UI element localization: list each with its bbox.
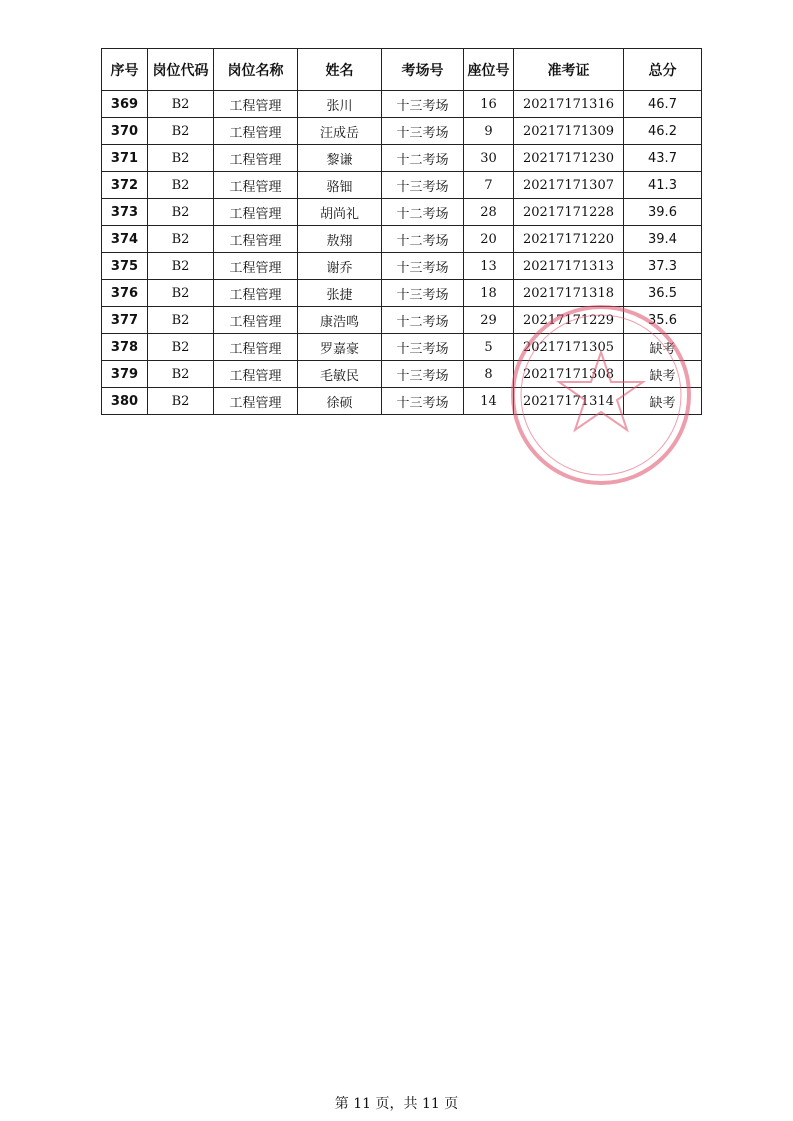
exam-room-header: 考场号: [382, 49, 464, 91]
total-score-cell: 缺考: [624, 334, 702, 361]
admission-number-cell: 20217171230: [514, 145, 624, 172]
name-cell: 敖翔: [298, 226, 382, 253]
table-row: [102, 145, 702, 172]
seq-cell: 378: [102, 334, 148, 361]
exam-room-cell: 十三考场: [382, 91, 464, 118]
total-score-cell: 缺考: [624, 388, 702, 415]
total-score-cell: 37.3: [624, 253, 702, 280]
seat-cell: 29: [464, 307, 514, 334]
name-cell: 康浩鸣: [298, 307, 382, 334]
exam-room-cell: 十三考场: [382, 253, 464, 280]
total-score-cell: 缺考: [624, 361, 702, 388]
exam-room-cell: 十三考场: [382, 172, 464, 199]
page-footer: 第 11 页，共 11 页: [334, 1096, 459, 1112]
table-row: [102, 118, 702, 145]
post-name-header: 岗位名称: [214, 49, 298, 91]
post-name-cell: 工程管理: [214, 388, 298, 415]
name-cell: 黎谦: [298, 145, 382, 172]
name-header: 姓名: [298, 49, 382, 91]
post-code-cell: B2: [148, 280, 214, 307]
post-name-cell: 工程管理: [214, 280, 298, 307]
admission-number-cell: 20217171318: [514, 280, 624, 307]
admission-number-cell: 20217171316: [514, 91, 624, 118]
admission-number-cell: 20217171228: [514, 199, 624, 226]
name-cell: 张捷: [298, 280, 382, 307]
exam-room-cell: 十二考场: [382, 145, 464, 172]
table-row: [102, 388, 702, 415]
name-cell: 徐硕: [298, 388, 382, 415]
score-header: 总分: [624, 49, 702, 91]
table-body: [102, 91, 702, 415]
seq-cell: 370: [102, 118, 148, 145]
seat-cell: 30: [464, 145, 514, 172]
exam-room-cell: 十三考场: [382, 334, 464, 361]
exam-room-cell: 十二考场: [382, 199, 464, 226]
post-name-cell: 工程管理: [214, 253, 298, 280]
post-code-cell: B2: [148, 226, 214, 253]
post-code-cell: B2: [148, 253, 214, 280]
table-row: [102, 361, 702, 388]
post-name-cell: 工程管理: [214, 199, 298, 226]
seq-cell: 373: [102, 199, 148, 226]
admission-number-cell: 20217171308: [514, 361, 624, 388]
table-row: [102, 307, 702, 334]
name-cell: 谢乔: [298, 253, 382, 280]
total-score-cell: 46.2: [624, 118, 702, 145]
seq-cell: 377: [102, 307, 148, 334]
table-row: [102, 91, 702, 118]
total-score-cell: 35.6: [624, 307, 702, 334]
total-score-cell: 39.4: [624, 226, 702, 253]
table-row: [102, 253, 702, 280]
exam-room-cell: 十三考场: [382, 361, 464, 388]
admission-number-cell: 20217171220: [514, 226, 624, 253]
admission-header: 准考证: [514, 49, 624, 91]
post-code-cell: B2: [148, 118, 214, 145]
admission-number-cell: 20217171307: [514, 172, 624, 199]
name-cell: 骆钿: [298, 172, 382, 199]
exam-room-cell: 十二考场: [382, 226, 464, 253]
seat-cell: 7: [464, 172, 514, 199]
post-code-cell: B2: [148, 91, 214, 118]
post-name-cell: 工程管理: [214, 91, 298, 118]
total-score-cell: 43.7: [624, 145, 702, 172]
admission-number-cell: 20217171229: [514, 307, 624, 334]
total-score-cell: 46.7: [624, 91, 702, 118]
seat-cell: 5: [464, 334, 514, 361]
seq-header: 序号: [102, 49, 148, 91]
name-cell: 毛敏民: [298, 361, 382, 388]
seat-cell: 8: [464, 361, 514, 388]
seq-cell: 375: [102, 253, 148, 280]
seat-cell: 18: [464, 280, 514, 307]
seq-cell: 372: [102, 172, 148, 199]
table-row: [102, 334, 702, 361]
name-cell: 汪成岳: [298, 118, 382, 145]
post-code-cell: B2: [148, 145, 214, 172]
exam-room-cell: 十三考场: [382, 388, 464, 415]
post-name-cell: 工程管理: [214, 172, 298, 199]
post-code-header: 岗位代码: [148, 49, 214, 91]
post-name-cell: 工程管理: [214, 307, 298, 334]
table-row: [102, 280, 702, 307]
post-code-cell: B2: [148, 307, 214, 334]
table-header: [102, 49, 702, 91]
post-code-cell: B2: [148, 172, 214, 199]
header-row: [102, 49, 702, 91]
exam-room-cell: 十二考场: [382, 307, 464, 334]
table-row: [102, 226, 702, 253]
seq-cell: 371: [102, 145, 148, 172]
post-name-cell: 工程管理: [214, 361, 298, 388]
seq-cell: 379: [102, 361, 148, 388]
seat-cell: 13: [464, 253, 514, 280]
exam-room-cell: 十三考场: [382, 280, 464, 307]
seat-header: 座位号: [464, 49, 514, 91]
seat-cell: 28: [464, 199, 514, 226]
admission-number-cell: 20217171314: [514, 388, 624, 415]
name-cell: 张川: [298, 91, 382, 118]
seq-cell: 376: [102, 280, 148, 307]
seq-cell: 369: [102, 91, 148, 118]
total-score-cell: 39.6: [624, 199, 702, 226]
total-score-cell: 36.5: [624, 280, 702, 307]
total-score-cell: 41.3: [624, 172, 702, 199]
name-cell: 罗嘉豪: [298, 334, 382, 361]
post-code-cell: B2: [148, 361, 214, 388]
exam-room-cell: 十三考场: [382, 118, 464, 145]
seat-cell: 20: [464, 226, 514, 253]
results-table: [101, 48, 702, 415]
post-name-cell: 工程管理: [214, 145, 298, 172]
table-row: [102, 199, 702, 226]
seq-cell: 380: [102, 388, 148, 415]
post-code-cell: B2: [148, 334, 214, 361]
post-name-cell: 工程管理: [214, 334, 298, 361]
admission-number-cell: 20217171305: [514, 334, 624, 361]
seat-cell: 16: [464, 91, 514, 118]
seat-cell: 14: [464, 388, 514, 415]
seat-cell: 9: [464, 118, 514, 145]
admission-number-cell: 20217171313: [514, 253, 624, 280]
post-name-cell: 工程管理: [214, 226, 298, 253]
post-code-cell: B2: [148, 388, 214, 415]
seq-cell: 374: [102, 226, 148, 253]
name-cell: 胡尚礼: [298, 199, 382, 226]
admission-number-cell: 20217171309: [514, 118, 624, 145]
post-code-cell: B2: [148, 199, 214, 226]
post-name-cell: 工程管理: [214, 118, 298, 145]
table-row: [102, 172, 702, 199]
